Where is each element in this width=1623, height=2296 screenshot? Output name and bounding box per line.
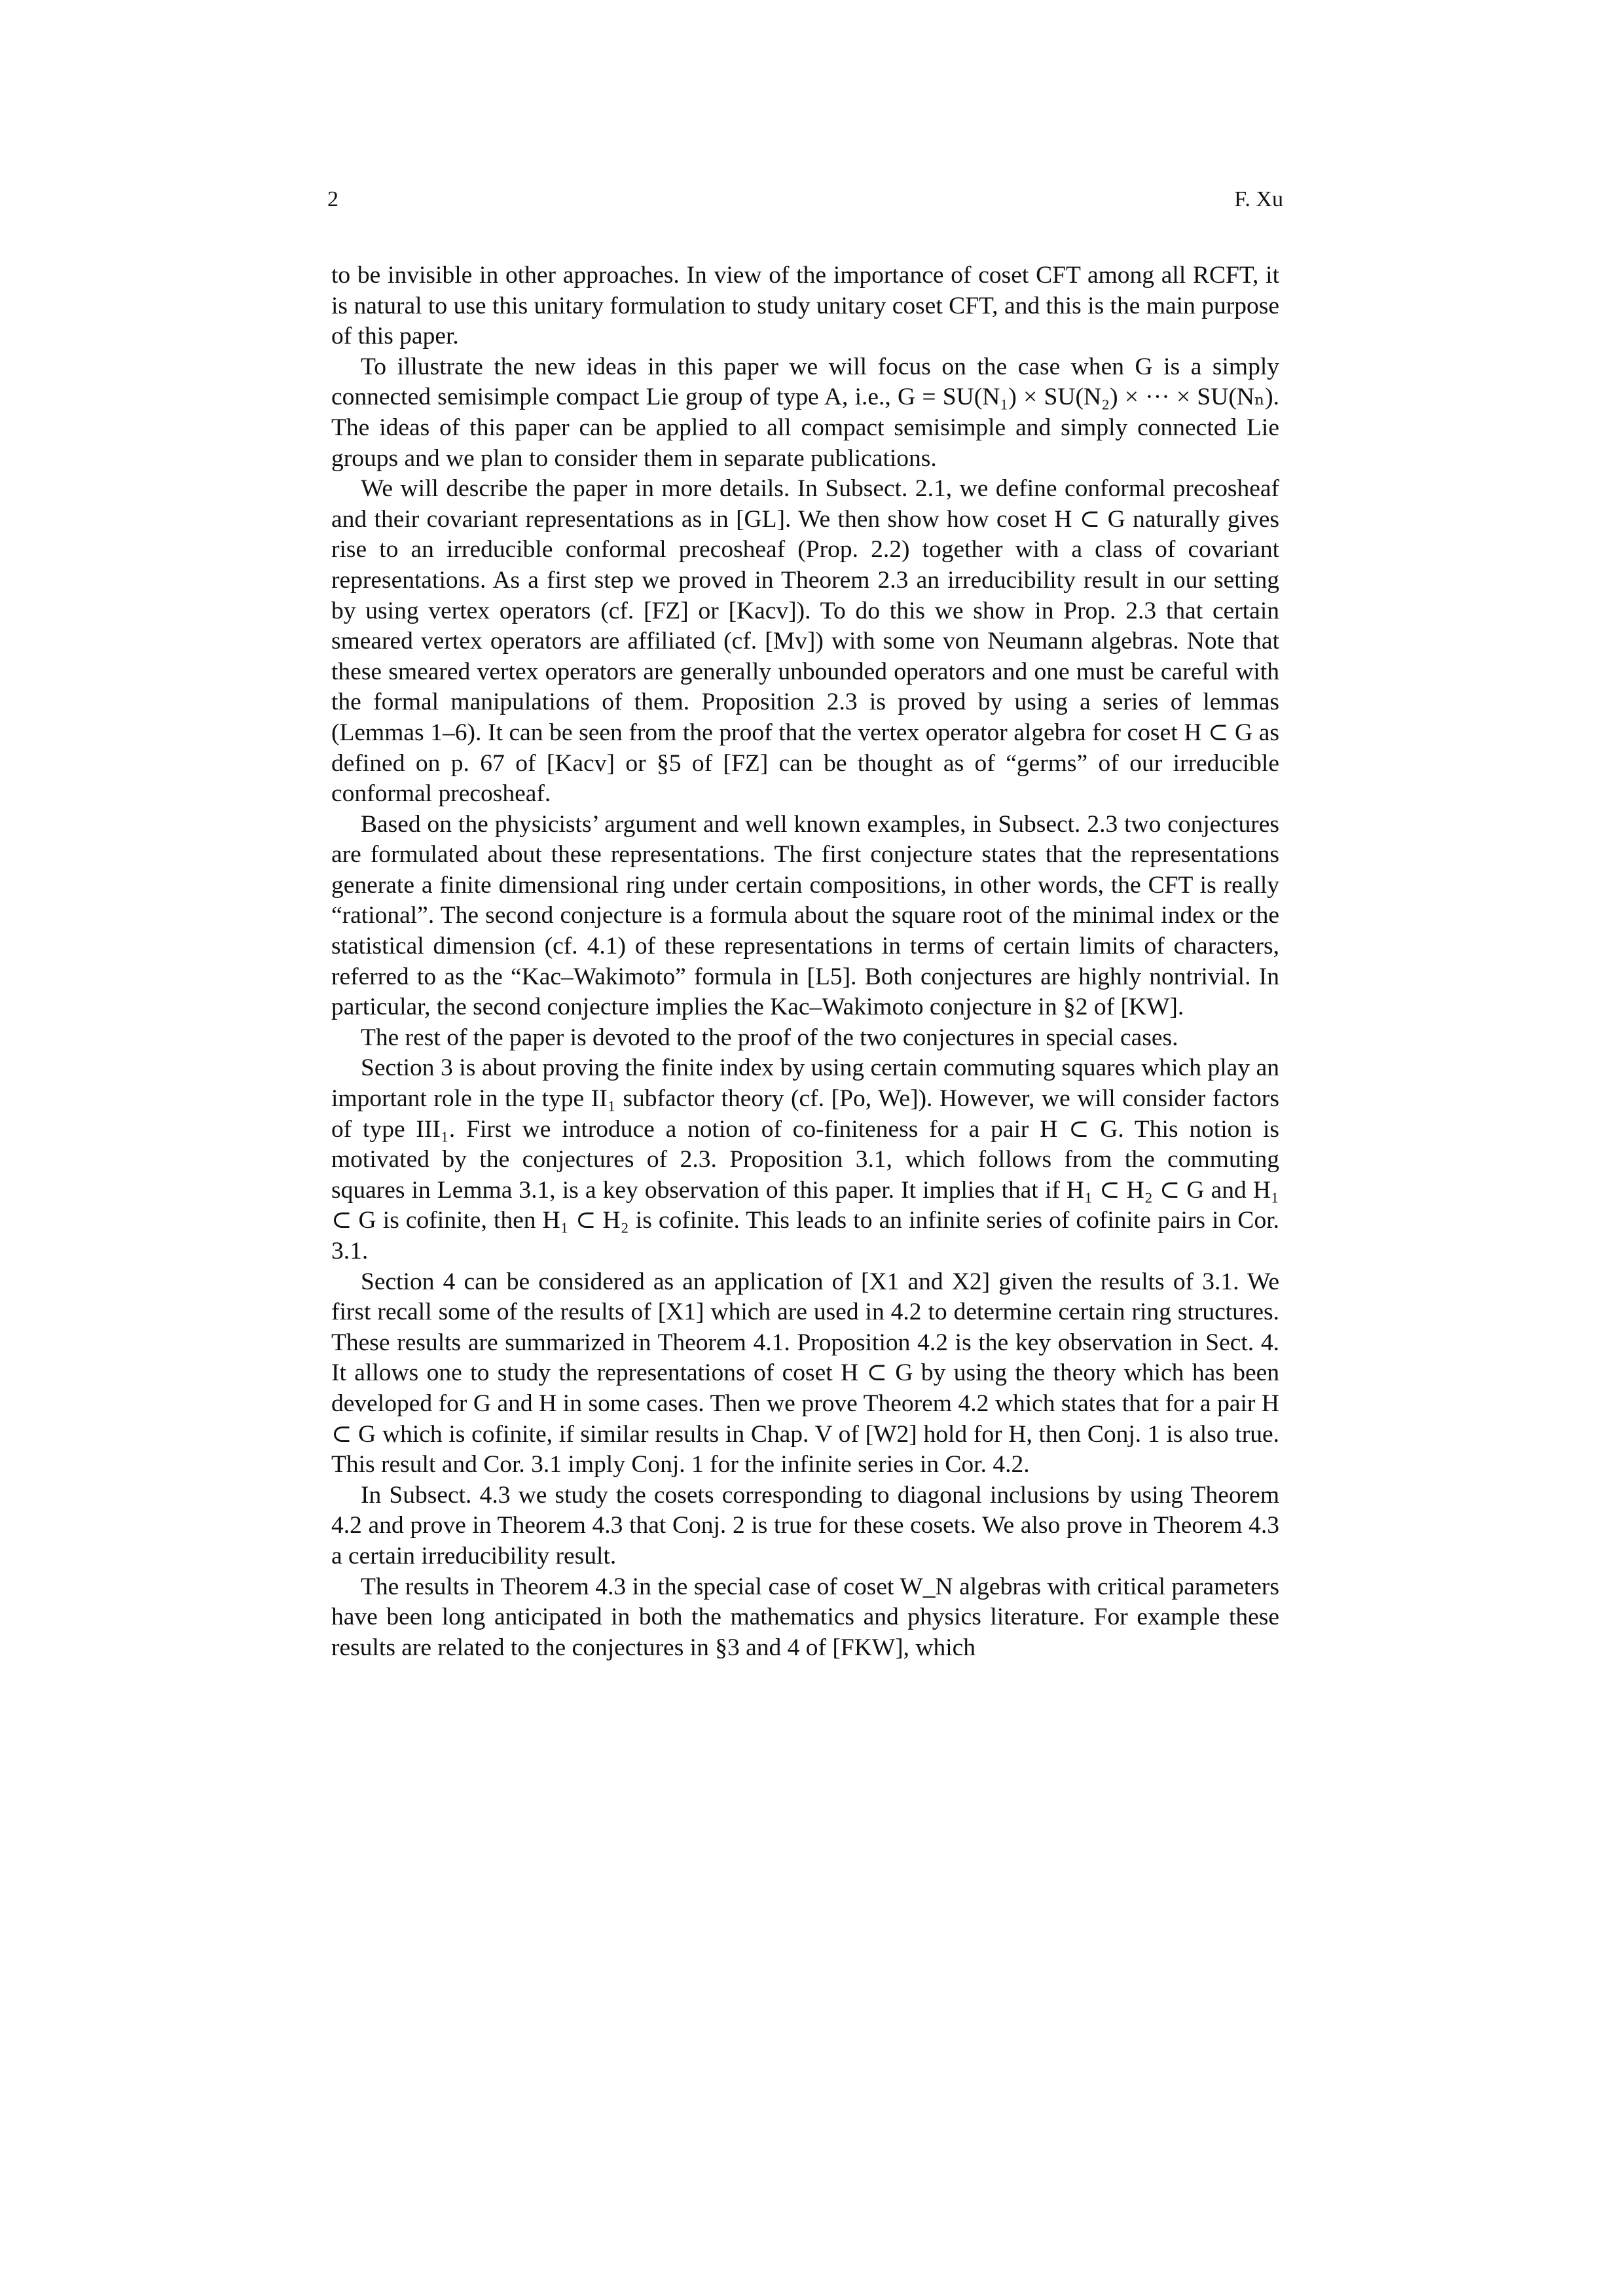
running-author: F. Xu (1234, 187, 1283, 211)
paragraph-intro-continuation: to be invisible in other approaches. In view of the importance of coset CFT among all RCFT, it is natural to use this unitary formulation to study unitary coset CFT, and this is the main purpose of this paper. (331, 262, 1279, 350)
page-number: 2 (327, 187, 338, 211)
paragraph-conjectures: Based on the physicists’ argument and well known examples, in Subsect. 2.3 two conjectures are formulated about these representations. The first conjecture states that the representations generate a finite dimensional ring under certain compositions, in other words, the CFT is really “rational”. The second conjecture is a formula about the square root of the minimal index or the statistical dimension (cf. 4.1) of these representations in terms of certain limits of characters, referred to as the “Kac–Wakimoto” formula in [L5]. Both conjectures are highly nontrivial. In particular, the second conjecture implies the Kac–Wakimoto conjecture in §2 of [KW]. (331, 810, 1279, 1021)
paragraph-section-3-overview: Section 3 is about proving the finite index by using certain commuting squares which play an important role in the type II₁ subfactor theory (cf. [Po, We]). However, we will consider factors of type III₁. First we introduce a notion of co-finiteness for a pair H ⊂ G. This notion is motivated by the conjectures of 2.3. Proposition 3.1, which follows from the commuting squares in Lemma 3.1, is a key observation of this paper. It implies that if H₁ ⊂ H₂ ⊂ G and H₁ ⊂ G is cofinite, then H₁ ⊂ H₂ is cofinite. This leads to an infinite series of cofinite pairs in Cor. 3.1. (331, 1054, 1279, 1265)
paragraph-subsection-4-3: In Subsect. 4.3 we study the cosets corresponding to diagonal inclusions by using Theorem 4.2 and prove in Theorem 4.3 that Conj. 2 is true for these cosets. We also prove in Theorem 4.3 a certain irreducibility result. (331, 1481, 1279, 1570)
paragraph-rest-of-paper: The rest of the paper is devoted to the proof of the two conjectures in special cases. (361, 1024, 1178, 1051)
paragraph-section-2-overview: We will describe the paper in more details. In Subsect. 2.1, we define conformal precosheaf and their covariant representations as in [GL]. We then show how coset H ⊂ G naturally gives rise to an irreducible conformal precosheaf (Prop. 2.2) together with a class of covariant representations. As a first step we proved in Theorem 2.3 an irreducibility result in our setting by using vertex operators (cf. [FZ] or [Kacv]). To do this we show in Prop. 2.3 that certain smeared vertex operators are affiliated (cf. [Mv]) with some von Neumann algebras. Note that these smeared vertex operators are generally unbounded operators and one must be careful with the formal manipulations of them. Proposition 2.3 is proved by using a series of lemmas (Lemmas 1–6). It can be seen from the proof that the vertex operator algebra for coset H ⊂ G as defined on p. 67 of [Kacv] or §5 of [FZ] can be thought as of “germs” of our irreducible conformal precosheaf. (331, 475, 1279, 808)
running-head (327, 183, 1283, 216)
body-text (331, 260, 1279, 1663)
paragraph-wn-algebras: The results in Theorem 4.3 in the special case of coset W_N algebras with critical parameters have been long anticipated in both the mathematics and physics literature. For example these results are related to the conjectures in §3 and 4 of [FKW], which (331, 1573, 1279, 1661)
paragraph-focus-type-a: To illustrate the new ideas in this paper we will focus on the case when G is a simply connected semisimple compact Lie group of type A, i.e., G = SU(N₁) × SU(N₂) × ··· × SU(Nₙ). The ideas of this paper can be applied to all compact semisimple and simply connected Lie groups and we plan to consider them in separate publications. (331, 353, 1279, 472)
paragraph-section-4-overview: Section 4 can be considered as an application of [X1 and X2] given the results of 3.1. We first recall some of the results of [X1] which are used in 4.2 to determine certain ring structures. These results are summarized in Theorem 4.1. Proposition 4.2 is the key observation in Sect. 4. It allows one to study the representations of coset H ⊂ G by using the theory which has been developed for G and H in some cases. Then we prove Theorem 4.2 which states that for a pair H ⊂ G which is cofinite, if similar results in Chap. V of [W2] hold for H, then Conj. 1 is also true. This result and Cor. 3.1 imply Conj. 1 for the infinite series in Cor. 4.2. (331, 1268, 1279, 1479)
